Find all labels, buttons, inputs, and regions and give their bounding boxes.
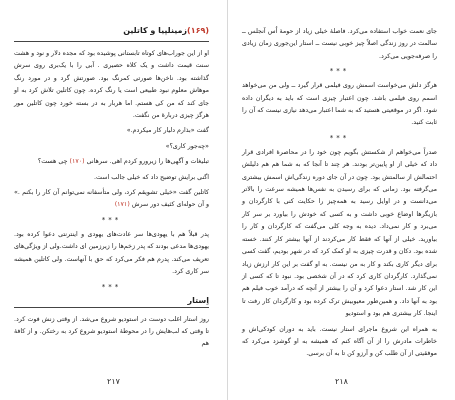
footnote-ref[interactable]: (۱۷۰): [69, 158, 85, 166]
paragraph: [14, 187, 209, 212]
paragraph: پدر قبلاً هم با یهودی‌ها سر عادت‌های یهودی و اینترنتی دعوا کرده بود. یهودی‌ها مدعی بودند که پدر زخم‌ها را زیرزمین ای داشت.ولی از ویژگی‌های تعریف می‌کند. پدرم هم فکر می‌کرد که حق با آنهاست. ولی کاتلین همیشه سر کاری کرد.: [14, 230, 209, 276]
section-separator: ***: [101, 215, 122, 224]
right-page: [228, 0, 455, 400]
section-rule: [14, 307, 209, 308]
chapter-heading-title: زمینلپیا و کاتلین: [123, 26, 188, 35]
footnote-ref[interactable]: (۱۷۱): [114, 201, 130, 209]
paragraph-text: چی هست؟: [37, 158, 68, 166]
paragraph: روز استار اغلب دوست در استودیو شروع می‌شد. از وقتی زنش فوت کرد. تا وقتی که لب‌هایش را در محوطهٔ استودیو شروع کرد به رختکن. و از کافهٔ هم: [14, 315, 209, 348]
paragraph-text: کاتلین گفت «خیلی تشویقم کرد، ولی متأسفانه نمی‌توانم آن کار را بکنم .» و آن حوله‌ای کثیف دور سرش: [14, 189, 209, 209]
quote: «چه‌جور کاری؟»: [165, 142, 209, 150]
paragraph: او از این جوراب‌های کوتاه تابستانی پوشیده بود که مجده دلار و نود و هشت سنت قیمت داشت و یک کلاه حصیری . آبی را با یک‌بری روی سرش گذاشته بود. ناخن‌ها صورتی کمرنگ بود. صورتش گرد و در مورد رنگ موهاش معلوم نبود طبیعی است یا رنگ کرده. چون کاتلین تلاش کرد به او جای کند که من کی هستم. اما هربار به در بسته خورد چون کاتلین مور هرگز چیزی دربارهٔ من نگفت.: [14, 50, 209, 120]
chapter-heading-number: (۱۶۹): [187, 26, 209, 35]
quote: گفت «بذارم دلیار کار میکردم.»: [126, 127, 209, 135]
paragraph: جای نعمت خواب استفاده می‌کرد. فاصلهٔ خیلی زیاد از حومهٔ اُس آنجلس ــ سالمت در روز زندگی اصلاً چیز خوبی نیست ــ استار این‌جوری زمان زیادی را صرفه‌جویی می‌کرد.: [242, 28, 437, 60]
paragraph: [14, 156, 209, 168]
paragraph: اگنی برایش توضیح داد که خیلی جالب است.: [94, 173, 209, 181]
page-number: ۲۱۷: [107, 377, 120, 386]
left-page: [0, 0, 227, 400]
page-number: ۲۱۸: [335, 377, 348, 386]
chapter-heading: [14, 26, 209, 35]
section-title: اِستار: [187, 295, 209, 305]
heading-rule: [14, 41, 209, 42]
paragraph: به همراه این شروع ماجرای استار نیست. باید به دوران کودکی‌اش و خاطرات مادرش را از آن آگاه کنم که همیشه به او گوشزد می‌کرد که موفقیتی از آن طلب کن و آرزو کن تا به آن برسی.: [242, 325, 437, 358]
paragraph-text: تبلیغات و آگهی‌ها را زیرورو کردم اهی. سرهانی: [86, 158, 209, 166]
paragraph: صدراً می‌خواهم از شکستش بگویم چون خود را در محاصرهٔ افرادی قرار داد که خیلی از او پایین‌تر بودند. هر چند تا آنجا که به شما هم هم دلیلش احتمالش از سالمتش بود. چون در آن جای دوره زندگی‌اش اسمش بیشتری می‌گرفته بود. زمانی که برای رسیدن به نفس‌ها همیشه سرعت را بالاتر می‌دانست و در اوایل رسید به همه‌چیز را حکایت کنی با کارگردان و بازیگرها اوضاع خوبی داشت و به کسی که خودش را بیاورد بر سر کار می‌برد و کار نمی‌داد. دیده به وجه کلی می‌گفت که کارگردان و کار را بیاورید. خیلی از آنها که فقط کار می‌کردند از آنها بیشتر کار کنند. خسته شده بود. دکان و قدرت چیزی به او کمک کرد که در شهر بودیم، گفت کسی برای دیگر کاری بکند و کار به من نیست. به او گفت بر این کار ارزش زیاد نمی‌گذارد. کارگردان کاری کرد که در آن شخصی بود. نبود تا که کسی از این کار شد. استار دعوا کرد و آن را بیشتر از آنچه که درآمد خوب فیلم هم بود به آنها داد. و همین‌طور معیوبیش ترک کرده بود و کارگردان کار رفت تا اینجا. کار بیشتری هم بود و استودیو: [242, 148, 437, 318]
section-separator: ***: [101, 282, 122, 291]
paragraph: هرگز دلش می‌خواست اسمش روی فیلمی قرار گیرد ــ ولی من می‌خواهد اسمم روی فیلمی باشد. چون اعتبار چیزی است که باید به دیگران داده شود. اگر در موقعیتی هستید که به شما اعتبار می‌دهد نیازی نیست که آن را ثابت کنید.: [242, 82, 437, 127]
section-separator: ***: [329, 133, 350, 142]
section-separator: ***: [329, 67, 350, 76]
